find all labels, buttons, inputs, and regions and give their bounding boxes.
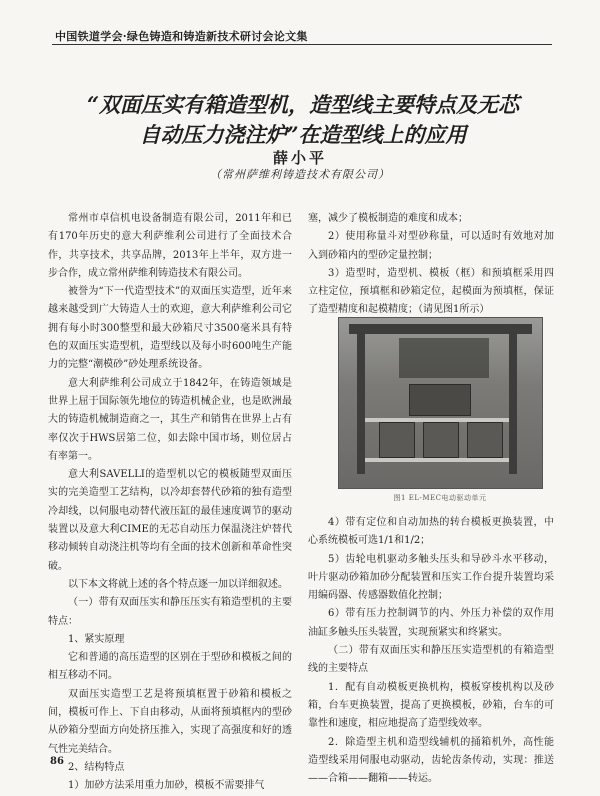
- author-name: 薛小平: [272, 149, 327, 167]
- paragraph: 2．除造型主机和造型线辅机的捅箱机外，高性能造型线采用伺服电动驱动，齿轮齿条传动，实现：推送——合箱——翻箱——转运。: [308, 736, 554, 785]
- running-header: 中国铁道学会·绿色铸造和铸造新技术研讨会论文集: [55, 30, 308, 43]
- figure-caption: 图1 EL-MEC电动驱动单元: [393, 494, 487, 502]
- paragraph: 以下本文将就上述的各个特点逐一加以详细叙述。: [68, 578, 288, 590]
- paper-title-line-1: “双面压实有箱造型机，造型线主要特点及无芯: [86, 92, 520, 117]
- paragraph: 1．配有自动模板更换机构，模板穿梭机构以及砂箱，台车更换装置，提高了更换模板，砂箱，台车的可靠性和速度，相应地提高了造型线效率。: [308, 681, 554, 730]
- page-number: 86: [50, 756, 64, 767]
- paragraph: 意大利SAVELLI的造型机以它的模板随型双面压实的完美造型工艺结构，以冷却套替代砂箱的独有造型冷却线，以伺服电动替代液压缸的最佳速度调节的驱动装置以及意大利CIME的无芯自动压力保温浇注炉替代移动倾转自动浇注机等均有全面的技术创新和革命性突破。: [48, 469, 292, 572]
- subsection-heading: 1、紧实原理: [68, 633, 125, 645]
- paragraph: 双面压实造型工艺是将预填框置于砂箱和模板之间，模板可作上、下自由移动，从面将预填框内的型砂从砂箱分型面方向处挤压推入，实现了高强度和好的透气性完美结合。: [48, 688, 292, 755]
- header-rule: [52, 44, 552, 45]
- subsection-heading: 2、结构特点: [68, 761, 125, 773]
- right-column-top: [308, 210, 554, 320]
- left-column: [48, 210, 292, 796]
- paragraph: 6）带有压力控制调节的内、外压力补偿的双作用油缸多触头压头装置，实现预紧实和终紧实。: [308, 608, 554, 638]
- section-heading: （二）带有双面压实和静压压实造型机的有箱造型线的主要特点: [308, 645, 554, 675]
- paragraph: 5）齿轮电机驱动多触头压头和导砂斗水平移动，叶片驱动砂箱加砂分配装置和压实工作台提升装置均采用编码器、传感器数值化控制；: [308, 553, 554, 602]
- paragraph: 意大利萨维利公司成立于1842年，在铸造领域是世界上屈于国际领先地位的铸造机械企业，也是欧洲最大的铸造机械制造商之一，其生产和销售在世界上占有率仅次于HWS居第二位，如去除中国市场，则位居占有率第一。: [48, 377, 292, 462]
- paragraph: 塞，减少了模板制造的难度和成本；: [308, 213, 468, 224]
- paragraph: 4）带有定位和自动加热的转台模板更换装置，中心系统模板可选1/1和1/2；: [308, 517, 554, 547]
- paragraph: 2）使用称量斗对型砂称量，可以适时有效地对加入到砂箱内的型砂定量控制；: [308, 231, 554, 261]
- right-column-bottom: [308, 514, 554, 788]
- paper-title-line-2: 自动压力浇注炉”在造型线上的应用: [139, 122, 467, 147]
- paragraph: 它和普通的高压造型的区别在于型砂和模板之间的相互移动不同。: [48, 652, 292, 682]
- figure-photo: [338, 317, 543, 489]
- paragraph: 被誉为“下一代造型技术”的双面压实造型，近年来越来越受到广大铸造人士的欢迎，意大利萨维利公司它拥有每小时300整型和最大砂箱尺寸3500毫米具有特色的双面压实造型机，造型线以及每小时600吨生产能力的完整“潮模砂”砂处理系统设备。: [48, 286, 292, 371]
- paragraph: 3）造型时，造型机、模板（框）和预填框采用四立柱定位，预填框和砂箱定位，起模面为预填框，保证了造型精度和起模精度；（请见图1所示）: [308, 267, 554, 316]
- section-heading: （一）带有双面压实和静压压实有箱造型机的主要特点：: [48, 597, 292, 627]
- author-affiliation: （常州萨维利铸造技术有限公司）: [210, 168, 390, 181]
- paragraph: 1）加砂方法采用重力加砂，模板不需要排气: [68, 780, 265, 792]
- paragraph: 常州市卓信机电设备制造有限公司，2011年和已有170年历史的意大利萨维利公司进行了全面技术合作，共享技术，共享品牌，2013年上半年，双方进一步合作，成立常州萨维利铸造技术有限公司。: [48, 213, 292, 279]
